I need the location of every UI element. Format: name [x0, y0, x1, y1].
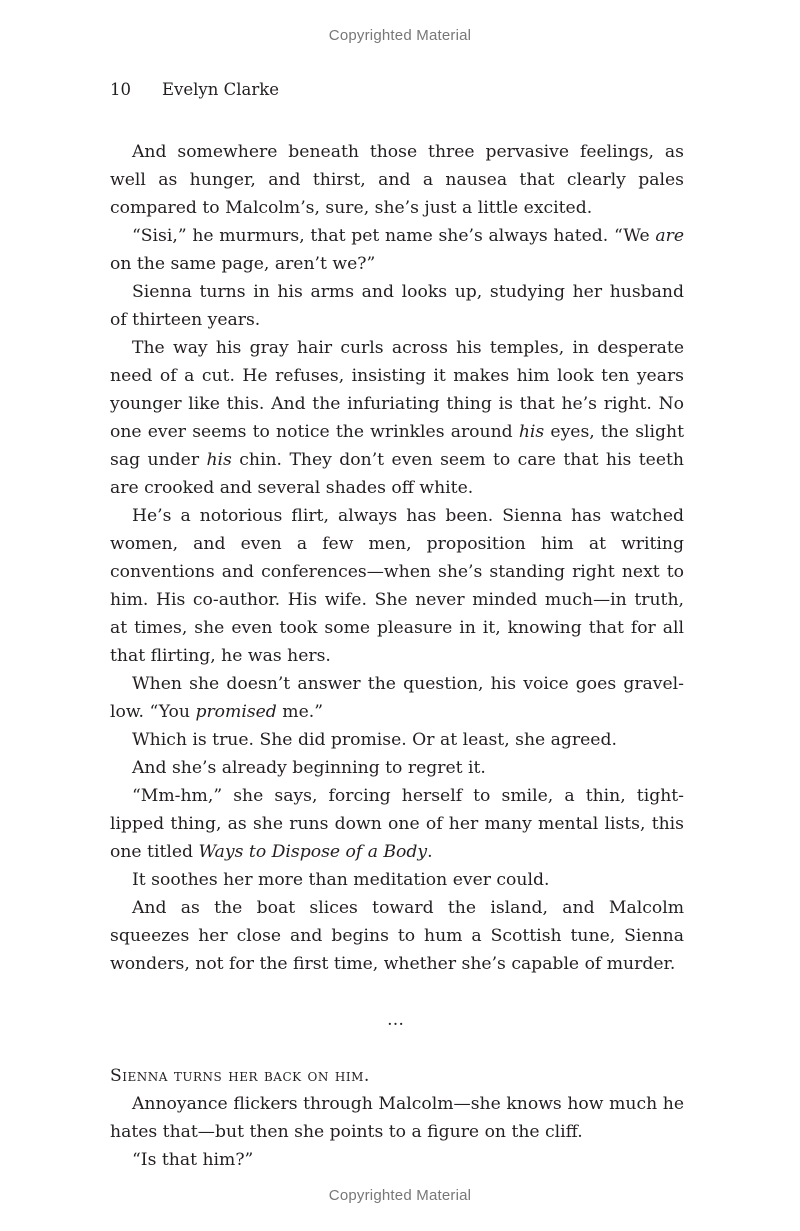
- paragraph: And somewhere beneath those three pervasive feelings, as well as hunger, and thirst, and a nausea that clearly pales compared to Malcolm’s, sure, she’s just a little excited.: [110, 142, 684, 218]
- paragraph: It soothes her more than meditation ever could.: [132, 870, 550, 890]
- author-name: Evelyn Clarke: [162, 80, 279, 99]
- paragraph: And as the boat slices toward the island, and Malcolm squeezes her close and begins to hum a Scottish tune, Sienna wonders, not for the first time, whether she’s capable of murder.: [110, 898, 684, 974]
- paragraph: When she doesn’t answer the question, his voice goes gravel-low. “You promised me.”: [110, 674, 684, 722]
- copyright-watermark-top: Copyrighted Material: [328, 27, 472, 44]
- paragraph: The way his gray hair curls across his temples, in desperate need of a cut. He refuses, insisting it makes him look ten years younger like this. And the infuriating thing is that he’s right. No one ever seems to notice the wrinkles around his eyes, the slight sag under his chin. They don’t even seem to care that his teeth are crooked and several shades off white.: [110, 338, 685, 498]
- paragraph: Which is true. She did promise. Or at least, she agreed.: [132, 730, 617, 750]
- paragraph: “Is that him?”: [132, 1150, 254, 1170]
- paragraph: And she’s already beginning to regret it.: [132, 758, 486, 778]
- page-number: 10: [110, 80, 131, 99]
- body-text: [110, 138, 684, 1174]
- section-break: …: [387, 1010, 407, 1030]
- paragraph: “Mm-hm,” she says, forcing herself to smile, a thin, tight-lipped thing, as she runs down one of her many mental lists, this one titled Ways to Dispose of a Body.: [110, 786, 684, 862]
- section-lead-paragraph: Sienna turns her back on him.: [110, 1066, 370, 1086]
- paragraph: Sienna turns in his arms and looks up, studying her husband of thirteen years.: [110, 282, 684, 330]
- paragraph: Annoyance flickers through Malcolm—she knows how much he hates that—but then she points to a figure on the cliff.: [110, 1094, 684, 1142]
- running-head: [110, 80, 279, 99]
- paragraph: He’s a notorious flirt, always has been. Sienna has watched women, and even a few men, proposition him at writing conventions and conferences—when she’s standing right next to him. His co-author. His wife. She never minded much—in truth, at times, she even took some pleasure in it, knowing that for all that flirting, he was hers.: [110, 506, 684, 666]
- copyright-watermark-bottom: Copyrighted Material: [328, 1187, 472, 1204]
- paragraph: “Sisi,” he murmurs, that pet name she’s always hated. “We are on the same page, aren’t we?”: [110, 226, 684, 274]
